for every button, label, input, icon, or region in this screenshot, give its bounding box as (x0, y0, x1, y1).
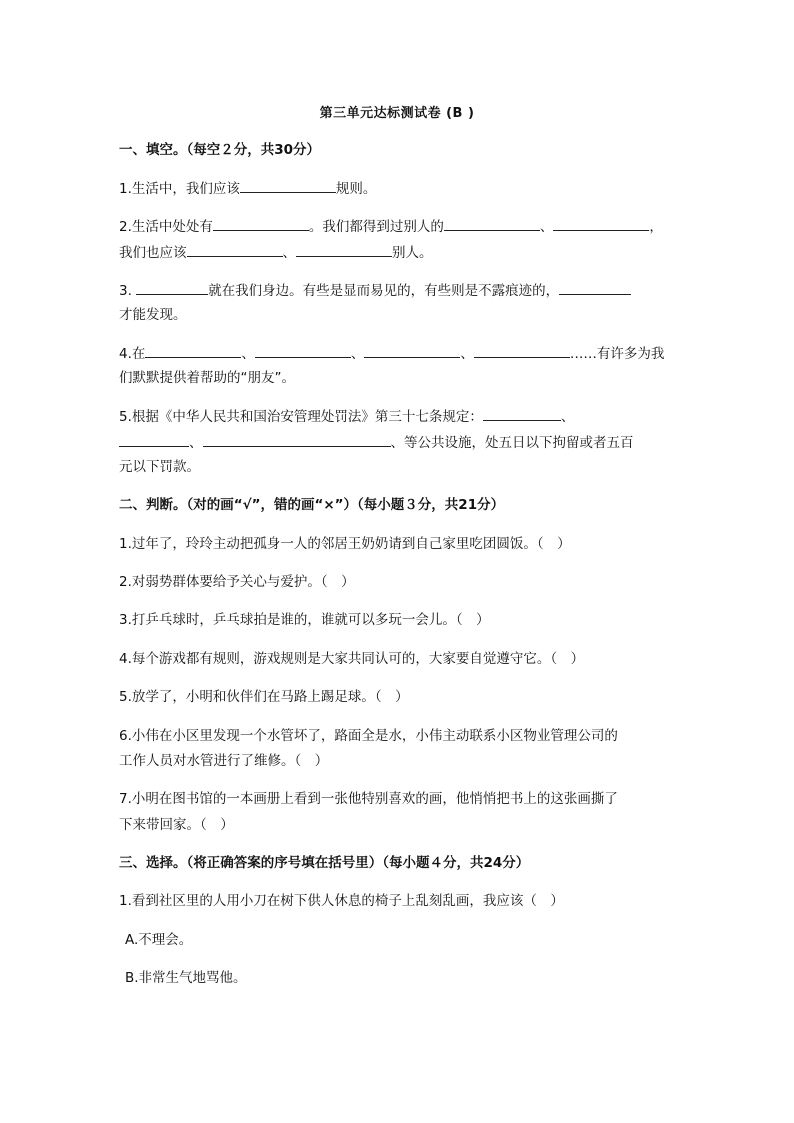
answer-blank[interactable] (187, 242, 283, 257)
judge-item-7-cont: 下来带回家。（ ） (119, 817, 234, 833)
answer-blank[interactable] (119, 432, 189, 447)
answer-blank[interactable] (145, 343, 241, 358)
answer-blank[interactable] (296, 242, 392, 257)
answer-blank[interactable] (240, 178, 336, 193)
section-2-heading: 二、判断。（对的画“√”，错的画“×”）（每小题３分，共21分） (119, 497, 505, 513)
judge-item-1: 1.过年了，玲玲主动把孤身一人的邻居王奶奶请到自己家里吃团圆饭。（ ） (119, 536, 571, 552)
question-1-2-cont: 我们也应该 、 别人。 (119, 242, 433, 263)
judge-item-6-cont: 工作人员对水管进行了维修。（ ） (119, 753, 329, 769)
question-1-3: 3. 就在我们身边。有些是显而易见的，有些则是不露痕迹的， (119, 280, 631, 301)
answer-blank[interactable] (483, 406, 561, 421)
section-3-heading: 三、选择。（将正确答案的序号填在括号里）（每小题４分，共24分） (119, 855, 530, 871)
judge-item-3: 3.打乒乓球时，乒乓球拍是谁的，谁就可以多玩一会儿。（ ） (119, 612, 490, 628)
answer-blank[interactable] (553, 216, 649, 231)
question-1-3-cont: 才能发现。 (119, 307, 187, 323)
question-1-4: 4.在 、 、 、 ……有许多为我 (119, 343, 664, 364)
question-1-5-cont: 、 、等公共设施，处五日以下拘留或者五百 (119, 432, 634, 453)
answer-blank[interactable] (255, 343, 351, 358)
choice-option-b: B.非常生气地骂他。 (125, 970, 247, 986)
section-1-heading: 一、填空。（每空２分，共30分） (119, 142, 321, 158)
answer-blank[interactable] (559, 280, 631, 295)
question-1-5: 5.根据《中华人民共和国治安管理处罚法》第三十七条规定： 、 (119, 406, 574, 427)
answer-blank[interactable] (474, 343, 570, 358)
judge-item-4: 4.每个游戏都有规则，游戏规则是大家共同认可的，大家要自觉遵守它。（ ） (119, 651, 585, 667)
question-1-4-cont: 们默默提供着帮助的“朋友”。 (119, 370, 295, 386)
choice-option-a: A.不理会。 (125, 932, 193, 948)
question-1-5-cont2: 元以下罚款。 (119, 459, 200, 475)
answer-blank[interactable] (136, 280, 208, 295)
judge-item-2: 2.对弱势群体要给予关心与爱护。（ ） (119, 574, 355, 590)
choice-question-1: 1.看到社区里的人用小刀在树下供人休息的椅子上乱刻乱画，我应该（ ） (119, 893, 564, 909)
page-title: 第三单元达标测试卷 (B ) (319, 106, 475, 121)
answer-blank[interactable] (203, 432, 391, 447)
judge-item-6: 6.小伟在小区里发现一个水管坏了，路面全是水，小伟主动联系小区物业管理公司的 (119, 728, 618, 744)
answer-blank[interactable] (213, 216, 309, 231)
question-1-1: 1.生活中，我们应该 规则。 (119, 178, 376, 199)
judge-item-7: 7.小明在图书馆的一本画册上看到一张他特别喜欢的画，他悄悄把书上的这张画撕了 (119, 791, 618, 807)
judge-item-5: 5.放学了，小明和伙伴们在马路上踢足球。（ ） (119, 689, 409, 705)
answer-blank[interactable] (444, 216, 540, 231)
answer-blank[interactable] (364, 343, 460, 358)
question-1-2: 2.生活中处处有 。我们都得到过别人的 、 ， (119, 216, 663, 237)
